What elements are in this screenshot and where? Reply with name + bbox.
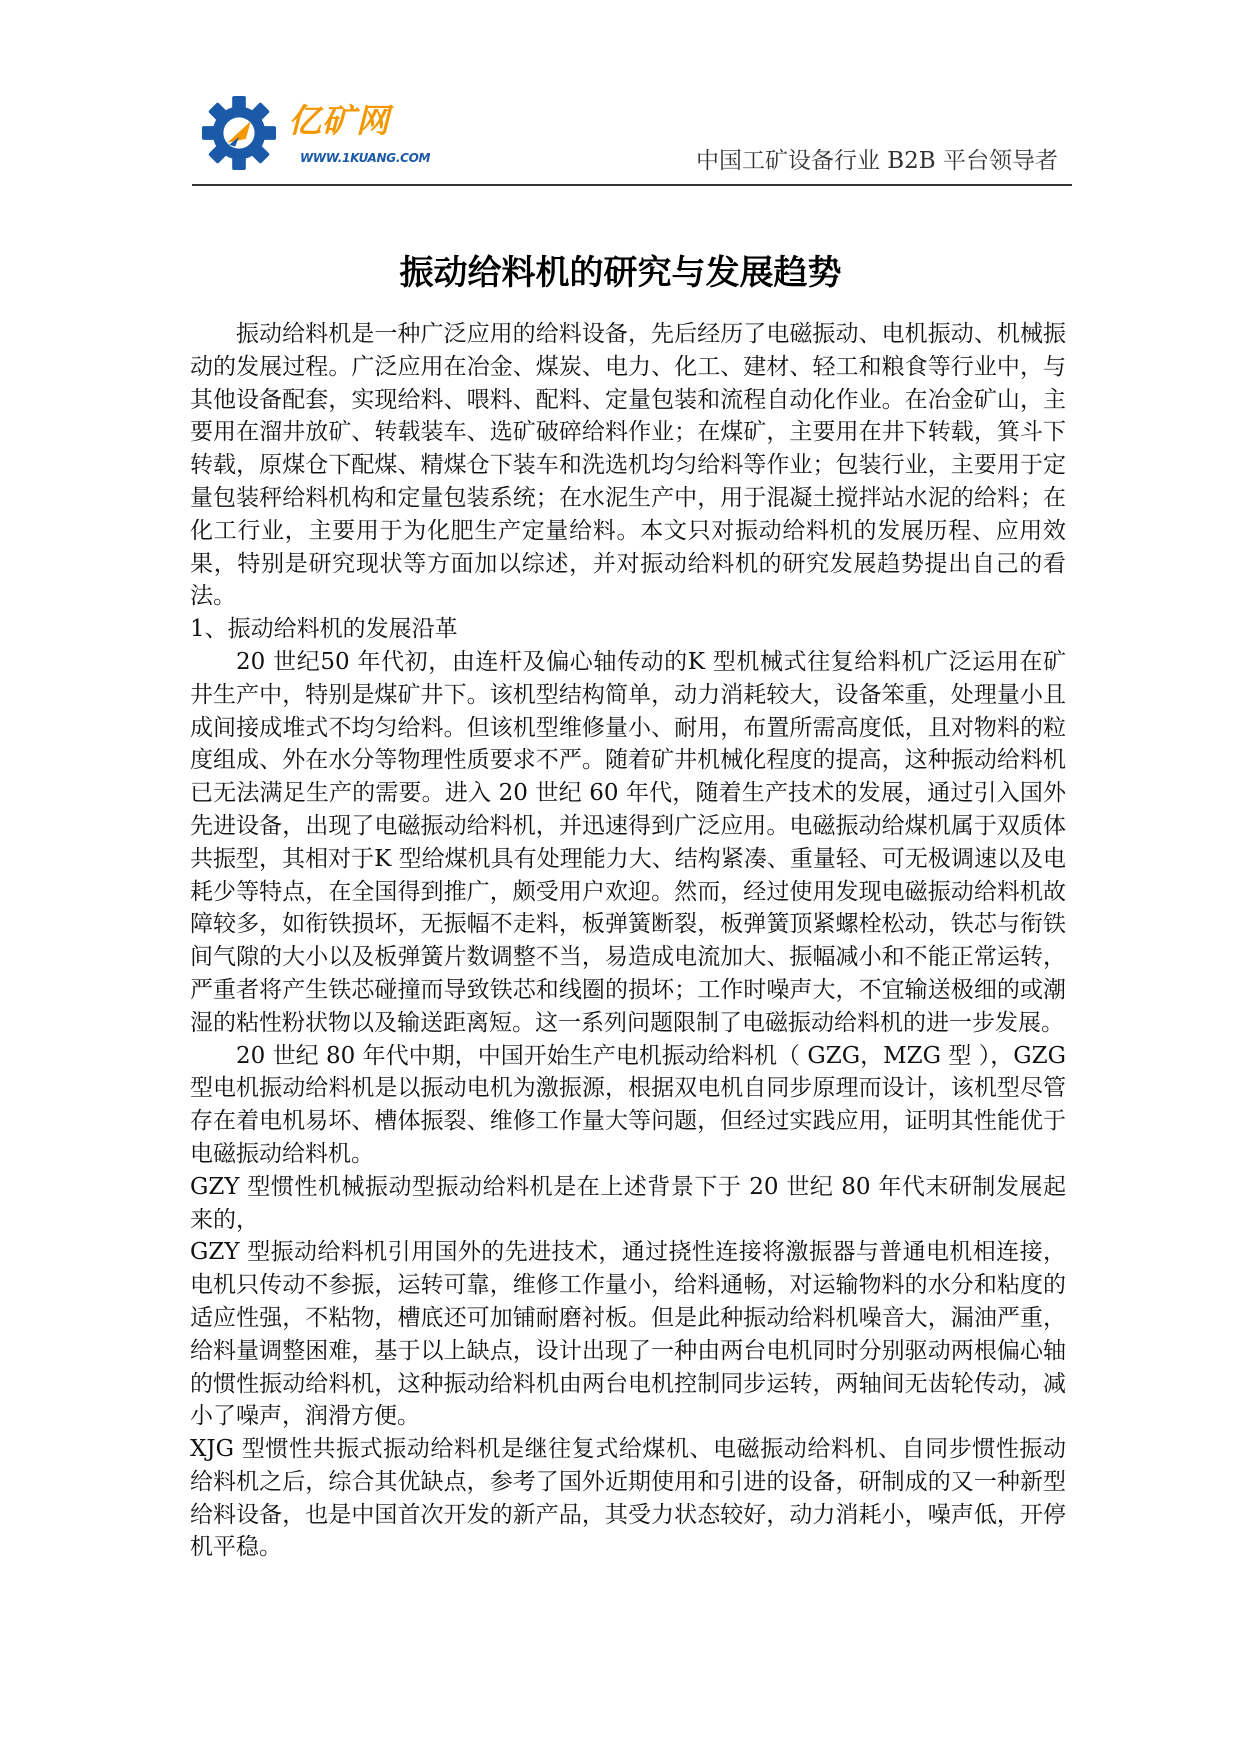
paragraph-intro: 振动给料机是一种广泛应用的给料设备，先后经历了电磁振动、电机振动、机械振动的发展过程。广泛应用在冶金、煤炭、电力、化工、建材、轻工和粮食等行业中，与其他设备配套，实现给料、喂料、配料、定量包装和流程自动化作业。在冶金矿山，主要用在溜井放矿、转载装车、选矿破碎给料作业；在煤矿，主要用在井下转载，箕斗下转载，原煤仓下配煤、精煤仓下装车和洗选机均匀给料等作业；包装行业，主要用于定量包装秤给料机构和定量包装系统；在水泥生产中，用于混凝土搅拌站水泥的给料；在化工行业，主要用于为化肥生产定量给料。本文只对振动给料机的发展历程、应用效果，特别是研究现状等方面加以综述，并对振动给料机的研究发展趋势提出自己的看法。 xyxy=(190,321,1066,610)
logo-url: WWW.1KUANG.COM xyxy=(300,151,431,165)
gear-logo-icon xyxy=(200,94,278,172)
paragraph-gzy-background: GZY 型惯性机械振动型振动给料机是在上述背景下于 20 世纪 80 年代末研制发展起来的， xyxy=(190,1173,1066,1233)
header-divider xyxy=(192,184,1072,186)
logo xyxy=(200,94,440,178)
paragraph-xjg-feeder: XJG 型惯性共振式振动给料机是继往复式给煤机、电磁振动给料机、自同步惯性振动给料机之后，综合其优缺点，参考了国外近期使用和引进的设备，研制成的又一种新型给料设备，也是中国首次开发的新产品，其受力状态较好，动力消耗小，噪声低，开停机平稳。 xyxy=(190,1436,1066,1561)
header-tagline: 中国工矿设备行业 B2B 平台领导者 xyxy=(695,148,1058,174)
paragraph-motor-feeder: 20 世纪 80 年代中期，中国开始生产电机振动给料机（ GZG，MZG 型 ），GZG 型电机振动给料机是以振动电机为激振源，根据双电机自同步原理而设计，该机型尽管存在着电机易坏、槽体振裂、维修工作量大等问题，但经过实践应用，证明其性能优于电磁振动给料机。 xyxy=(190,1042,1066,1167)
section-heading: 1、振动给料机的发展沿革 xyxy=(190,616,458,643)
page-header xyxy=(192,88,1072,186)
paragraph-gzy-feeder: GZY 型振动给料机引用国外的先进技术，通过挠性连接将激振器与普通电机相连接，电机只传动不参振，运转可靠，维修工作量小，给料通畅，对运输物料的水分和粘度的适应性强，不粘物，槽底还可加铺耐磨衬板。但是此种振动给料机噪音大，漏油严重，给料量调整困难，基于以上缺点，设计出现了一种由两台电机同时分别驱动两根偏心轴的惯性振动给料机，这种振动给料机由两台电机控制同步运转，两轴间无齿轮传动，减小了噪声，润滑方便。 xyxy=(190,1239,1066,1430)
paragraph-history: 20 世纪50 年代初，由连杆及偏心轴传动的K 型机械式往复给料机广泛运用在矿井生产中，特别是煤矿井下。该机型结构简单，动力消耗较大，设备笨重，处理量小且成间接成堆式不均匀给料。但该机型维修量小、耐用，布置所需高度低，且对物料的粒度组成、外在水分等物理性质要求不严。随着矿井机械化程度的提高，这种振动给料机已无法满足生产的需要。进入 20 世纪 60 年代，随着生产技术的发展，通过引入国外先进设备，出现了电磁振动给料机，并迅速得到广泛应用。电磁振动给煤机属于双质体共振型，其相对于K 型给煤机具有处理能力大、结构紧凑、重量轻、可无极调速以及电耗少等特点，在全国得到推广，颇受用户欢迎。然而，经过使用发现电磁振动给料机故障较多，如衔铁损坏，无振幅不走料，板弹簧断裂，板弹簧顶紧螺栓松动，铁芯与衔铁间气隙的大小以及板弹簧片数调整不当，易造成电流加大、振幅减小和不能正常运转，严重者将产生铁芯碰撞而导致铁芯和线圈的损坏；工作时噪声大，不宜输送极细的或潮湿的粘性粉状物以及输送距离短。这一系列问题限制了电磁振动给料机的进一步发展。 xyxy=(190,648,1066,1036)
logo-name: 亿矿网 xyxy=(288,101,390,140)
document-body xyxy=(190,318,1066,1564)
document-title: 振动给料机的研究与发展趋势 xyxy=(399,252,842,293)
